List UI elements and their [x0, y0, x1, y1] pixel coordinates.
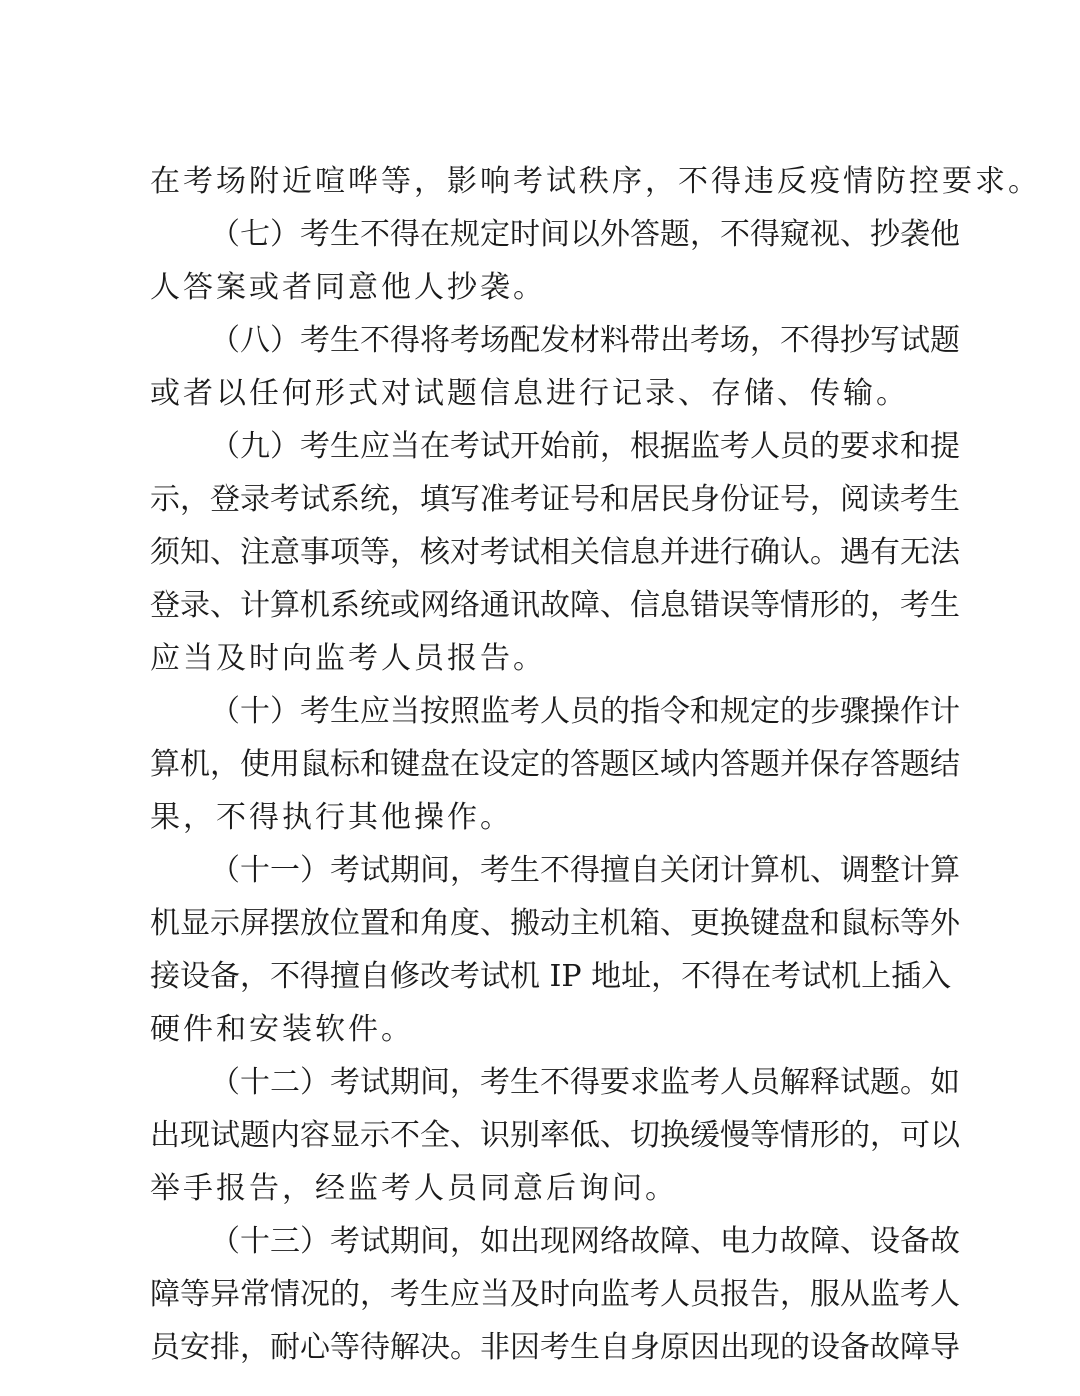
text-line-23: 员安排，耐心等待解决。非因考生自身原因出现的设备故障导 [150, 1330, 960, 1365]
text-line-12: 算机，使用鼠标和键盘在设定的答题区域内答题并保存答题结 [150, 747, 960, 782]
text-line-10: 应当及时向监考人员报告。 [150, 641, 546, 676]
text-line-14: （十一）考试期间，考生不得擅自关闭计算机、调整计算 [210, 853, 960, 888]
text-line-9: 登录、计算机系统或网络通讯故障、信息错误等情形的，考生 [150, 588, 960, 623]
text-line-6: （九）考生应当在考试开始前，根据监考人员的要求和提 [210, 429, 960, 464]
text-line-8: 须知、注意事项等，核对考试相关信息并进行确认。遇有无法 [150, 535, 960, 570]
text-line-17: 硬件和安装软件。 [150, 1012, 414, 1047]
text-line-3: 人答案或者同意他人抄袭。 [150, 270, 546, 305]
text-line-11: （十）考生应当按照监考人员的指令和规定的步骤操作计 [210, 694, 960, 729]
text-line-22: 障等异常情况的，考生应当及时向监考人员报告，服从监考人 [150, 1277, 960, 1312]
text-line-13: 果，不得执行其他操作。 [150, 800, 513, 835]
text-line-7: 示，登录考试系统，填写准考证号和居民身份证号，阅读考生 [150, 482, 960, 517]
text-line-5: 或者以任何形式对试题信息进行记录、存储、传输。 [150, 376, 909, 411]
text-line-20: 举手报告，经监考人员同意后询问。 [150, 1171, 678, 1206]
text-line-21: （十三）考试期间，如出现网络故障、电力故障、设备故 [210, 1224, 960, 1259]
text-line-4: （八）考生不得将考场配发材料带出考场，不得抄写试题 [210, 323, 960, 358]
text-line-19: 出现试题内容显示不全、识别率低、切换缓慢等情形的，可以 [150, 1118, 960, 1153]
text-line-18: （十二）考试期间，考生不得要求监考人员解释试题。如 [210, 1065, 960, 1100]
text-line-2: （七）考生不得在规定时间以外答题，不得窥视、抄袭他 [210, 217, 960, 252]
text-line-16: 接设备，不得擅自修改考试机 IP 地址，不得在考试机上插入 [150, 959, 952, 994]
text-line-1: 在考场附近喧哗等，影响考试秩序，不得违反疫情防控要求。 [150, 164, 1041, 199]
text-line-15: 机显示屏摆放位置和角度、搬动主机箱、更换键盘和鼠标等外 [150, 906, 960, 941]
